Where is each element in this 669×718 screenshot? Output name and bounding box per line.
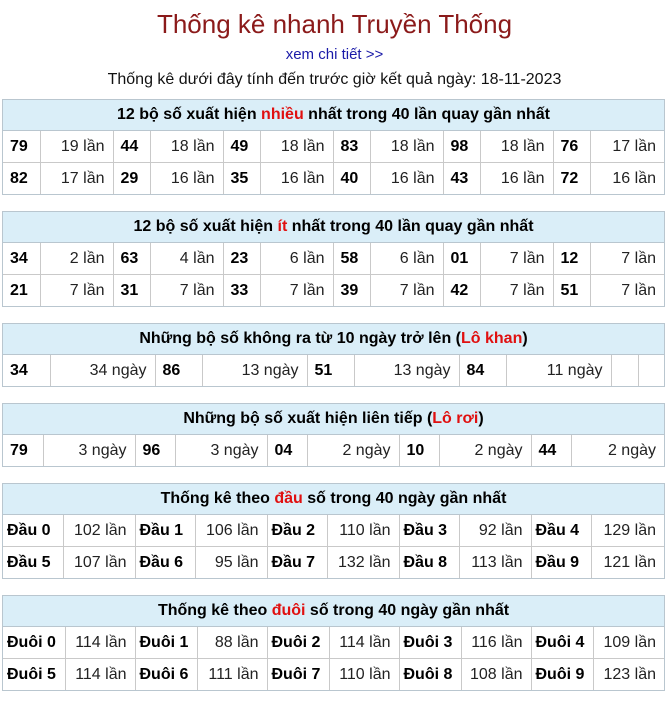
- head-digit-cell: Đầu 3: [399, 515, 459, 547]
- number-cell: 76: [553, 131, 590, 163]
- section-heading: Thống kê theo đuôi số trong 40 ngày gần nhất: [3, 596, 664, 627]
- number-cell: 34: [3, 243, 40, 275]
- dau-stats-table: [3, 515, 664, 578]
- days-cell: 13 ngày: [202, 355, 307, 386]
- table-row: [3, 547, 664, 579]
- section-heading: Những bộ số không ra từ 10 ngày trở lên (Lô khan): [3, 324, 664, 355]
- count-cell: 19 lần: [40, 131, 113, 163]
- tail-digit-cell: Đuôi 7: [267, 659, 329, 691]
- least-frequent-section: [2, 211, 665, 307]
- tail-digit-cell: Đuôi 4: [531, 627, 593, 659]
- count-cell: 7 lần: [40, 275, 113, 307]
- number-cell: 79: [3, 435, 43, 466]
- number-cell: 04: [267, 435, 307, 466]
- number-cell: 98: [443, 131, 480, 163]
- number-cell: 96: [135, 435, 175, 466]
- count-cell: 16 lần: [150, 163, 223, 195]
- count-cell: 106 lần: [195, 515, 267, 547]
- head-digit-cell: Đầu 5: [3, 547, 63, 579]
- count-cell: 18 lần: [370, 131, 443, 163]
- count-cell: 88 lần: [197, 627, 267, 659]
- duoi-stats-section: [2, 595, 665, 691]
- least-frequent-table: [3, 243, 664, 306]
- tail-digit-cell: Đuôi 9: [531, 659, 593, 691]
- count-cell: 7 lần: [480, 275, 553, 307]
- tail-digit-cell: Đuôi 2: [267, 627, 329, 659]
- most-frequent-table: [3, 131, 664, 194]
- number-cell: 23: [223, 243, 260, 275]
- number-cell: 31: [113, 275, 150, 307]
- table-row: [3, 355, 664, 386]
- count-cell: 116 lần: [461, 627, 531, 659]
- lo-roi-table: [3, 435, 664, 466]
- count-cell: 7 lần: [480, 243, 553, 275]
- count-cell: 18 lần: [260, 131, 333, 163]
- number-cell: 21: [3, 275, 40, 307]
- number-cell: 01: [443, 243, 480, 275]
- count-cell: 114 lần: [65, 627, 135, 659]
- count-cell: 95 lần: [195, 547, 267, 579]
- count-cell: 7 lần: [260, 275, 333, 307]
- number-cell: 51: [553, 275, 590, 307]
- days-cell: 2 ngày: [439, 435, 531, 466]
- number-cell: 33: [223, 275, 260, 307]
- head-digit-cell: Đầu 7: [267, 547, 327, 579]
- count-cell: 121 lần: [591, 547, 664, 579]
- number-cell: 44: [113, 131, 150, 163]
- table-row: [3, 131, 664, 163]
- count-cell: 107 lần: [63, 547, 135, 579]
- days-cell: 11 ngày: [506, 355, 611, 386]
- tail-digit-cell: Đuôi 1: [135, 627, 197, 659]
- head-digit-cell: Đầu 0: [3, 515, 63, 547]
- section-heading: Thống kê theo đầu số trong 40 ngày gần nhất: [3, 484, 664, 515]
- table-row: [3, 515, 664, 547]
- count-cell: 129 lần: [591, 515, 664, 547]
- number-cell: 83: [333, 131, 370, 163]
- count-cell: 18 lần: [150, 131, 223, 163]
- table-row: [3, 627, 664, 659]
- dau-stats-section: [2, 483, 665, 579]
- section-heading: 12 bộ số xuất hiện ít nhất trong 40 lần quay gần nhất: [3, 212, 664, 243]
- table-row: [3, 659, 664, 691]
- number-cell: 51: [307, 355, 354, 386]
- count-cell: 111 lần: [197, 659, 267, 691]
- count-cell: 4 lần: [150, 243, 223, 275]
- count-cell: 6 lần: [370, 243, 443, 275]
- count-cell: 92 lần: [459, 515, 531, 547]
- lo-roi-section: [2, 403, 665, 467]
- number-cell: 10: [399, 435, 439, 466]
- days-cell: 3 ngày: [175, 435, 267, 466]
- number-cell: 35: [223, 163, 260, 195]
- number-cell: 86: [155, 355, 202, 386]
- count-cell: 17 lần: [590, 131, 664, 163]
- count-cell: 17 lần: [40, 163, 113, 195]
- count-cell: 7 lần: [590, 275, 664, 307]
- days-cell: 2 ngày: [571, 435, 664, 466]
- tail-digit-cell: Đuôi 5: [3, 659, 65, 691]
- tail-digit-cell: Đuôi 3: [399, 627, 461, 659]
- view-details-link[interactable]: xem chi tiết >>: [285, 46, 384, 63]
- lo-khan-section: [2, 323, 665, 387]
- number-cell: 49: [223, 131, 260, 163]
- number-cell: 42: [443, 275, 480, 307]
- tail-digit-cell: Đuôi 0: [3, 627, 65, 659]
- count-cell: 108 lần: [461, 659, 531, 691]
- count-cell: 110 lần: [327, 515, 399, 547]
- number-cell: 12: [553, 243, 590, 275]
- number-cell: 79: [3, 131, 40, 163]
- head-digit-cell: Đầu 2: [267, 515, 327, 547]
- days-cell: 34 ngày: [50, 355, 155, 386]
- table-row: [3, 275, 664, 307]
- table-row: [3, 163, 664, 195]
- lo-khan-table: [3, 355, 664, 386]
- number-cell: 34: [3, 355, 50, 386]
- section-heading: 12 bộ số xuất hiện nhiều nhất trong 40 lần quay gần nhất: [3, 100, 664, 131]
- page-title: Thống kê nhanh Truyền Thống: [156, 9, 513, 39]
- count-cell: 7 lần: [150, 275, 223, 307]
- days-cell: 13 ngày: [354, 355, 459, 386]
- number-cell: 82: [3, 163, 40, 195]
- section-heading: Những bộ số xuất hiện liên tiếp (Lô rơi): [3, 404, 664, 435]
- head-digit-cell: Đầu 8: [399, 547, 459, 579]
- count-cell: 114 lần: [65, 659, 135, 691]
- head-digit-cell: Đầu 1: [135, 515, 195, 547]
- count-cell: 123 lần: [593, 659, 664, 691]
- count-cell: 102 lần: [63, 515, 135, 547]
- days-cell: 2 ngày: [307, 435, 399, 466]
- head-digit-cell: Đầu 4: [531, 515, 591, 547]
- table-row: [3, 243, 664, 275]
- tail-digit-cell: Đuôi 6: [135, 659, 197, 691]
- days-cell: 3 ngày: [43, 435, 135, 466]
- page-header: [0, 0, 669, 91]
- count-cell: 109 lần: [593, 627, 664, 659]
- empty-cell: [611, 355, 638, 386]
- count-cell: 7 lần: [370, 275, 443, 307]
- number-cell: 29: [113, 163, 150, 195]
- duoi-stats-table: [3, 627, 664, 690]
- number-cell: 39: [333, 275, 370, 307]
- count-cell: 16 lần: [260, 163, 333, 195]
- number-cell: 58: [333, 243, 370, 275]
- count-cell: 114 lần: [329, 627, 399, 659]
- count-cell: 6 lần: [260, 243, 333, 275]
- count-cell: 7 lần: [590, 243, 664, 275]
- number-cell: 72: [553, 163, 590, 195]
- empty-cell: [638, 355, 664, 386]
- count-cell: 2 lần: [40, 243, 113, 275]
- count-cell: 16 lần: [480, 163, 553, 195]
- count-cell: 110 lần: [329, 659, 399, 691]
- count-cell: 16 lần: [370, 163, 443, 195]
- tail-digit-cell: Đuôi 8: [399, 659, 461, 691]
- count-cell: 16 lần: [590, 163, 664, 195]
- number-cell: 63: [113, 243, 150, 275]
- number-cell: 40: [333, 163, 370, 195]
- head-digit-cell: Đầu 9: [531, 547, 591, 579]
- number-cell: 43: [443, 163, 480, 195]
- count-cell: 132 lần: [327, 547, 399, 579]
- stats-date-subtitle: Thống kê dưới đây tính đến trước giờ kết quả ngày: 18-11-2023: [107, 71, 562, 88]
- most-frequent-section: [2, 99, 665, 195]
- number-cell: 84: [459, 355, 506, 386]
- head-digit-cell: Đầu 6: [135, 547, 195, 579]
- count-cell: 18 lần: [480, 131, 553, 163]
- table-row: [3, 435, 664, 466]
- count-cell: 113 lần: [459, 547, 531, 579]
- number-cell: 44: [531, 435, 571, 466]
